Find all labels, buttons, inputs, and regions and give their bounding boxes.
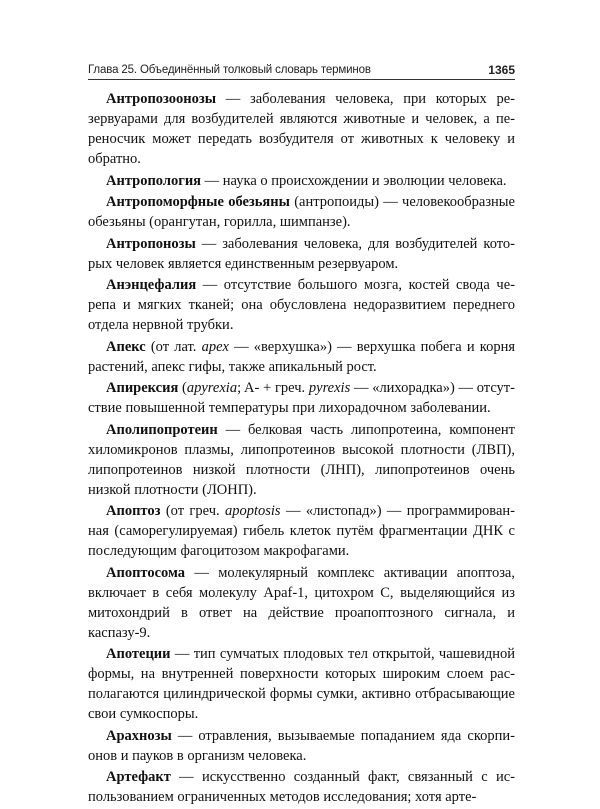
running-header bbox=[88, 64, 515, 78]
entry-term: Антропоморфные обезьяны bbox=[106, 194, 290, 210]
page-number: 1365 bbox=[488, 63, 515, 77]
entry-apex bbox=[88, 337, 515, 377]
greek-word: pyrexis bbox=[308, 380, 351, 396]
entry-definition-part: ( bbox=[178, 380, 187, 396]
entry-term: Апекс bbox=[106, 338, 146, 355]
chapter-title: Глава 25. Объединённый толковый словарь терминов bbox=[88, 64, 371, 76]
entry-term: Анэнцефалия bbox=[106, 277, 197, 293]
entry-anthroponoses bbox=[88, 234, 515, 274]
entry-anthropoid-apes bbox=[88, 192, 515, 232]
entry-term: Арахнозы bbox=[106, 727, 172, 744]
entry-term: Апоптосома bbox=[106, 564, 186, 581]
entry-apolipoprotein bbox=[88, 420, 515, 500]
entry-definition-part: (от греч. bbox=[160, 503, 225, 519]
entry-definition: — отсутствие большого мозга, костей свода черепа и мягких тканей; она обусловлена недоразвитием переднего отдела нервной трубки. bbox=[88, 277, 515, 333]
header-rule bbox=[88, 79, 515, 80]
entry-definition-part: — «верхушка») — верхушка побега и корня растений, апекс гифы, также апикальный рост. bbox=[88, 338, 515, 375]
entry-definition: — отравления, вызываемые попаданием яда скорпионов и пауков в организм человека. bbox=[88, 727, 515, 764]
entry-apyrexia bbox=[88, 378, 515, 418]
entry-definition: — молекулярный комплекс активации апоптоза, включает в себя молекулу Apaf-1, цитохром С, выделяющийся из митохондрий в ответ на действие проапоптозного сигнала, и каспазу-9. bbox=[88, 564, 515, 641]
entry-definition-part: — «листопад») — программированная (саморегулируемая) гибель клеток путём фрагментации ДНК с последующим фагоцитозом макрофагами. bbox=[88, 503, 515, 559]
greek-word: apoptosis bbox=[224, 503, 281, 519]
dictionary-body bbox=[88, 89, 515, 809]
entry-term: Аполипопротеин bbox=[106, 421, 218, 438]
entry-definition: — белковая часть липопротеина, компонент хиломикронов плазмы, липопротеинов высокой плотности (ЛВП), липопротеинов низкой плотности (ЛНП), липопротеинов очень низкой плотности (ЛОНП). bbox=[88, 421, 515, 498]
entry-term: Апирексия bbox=[106, 380, 179, 396]
entry-definition: — искусственно созданный факт, связанный с использованием ограниченных методов исследования; хотя арте- bbox=[88, 769, 515, 805]
entry-definition: — наука о происхождении и эволюции человека. bbox=[201, 172, 507, 189]
entry-definition: — заболевания человека, для возбудителей которых человек является единственным резервуаром. bbox=[88, 235, 515, 272]
entry-arachnoses bbox=[88, 726, 515, 766]
entry-anthropozoonoses bbox=[88, 89, 515, 169]
entry-definition: — заболевания человека, при которых резервуарами для возбудителей являются животные и человек, а переносчик может передать возбудителя от животных к человеку и обратно. bbox=[88, 91, 515, 167]
entry-term: Антропозоонозы bbox=[106, 91, 217, 107]
entry-apothecia bbox=[88, 644, 515, 724]
entry-term: Апоптоз bbox=[106, 503, 161, 519]
entry-term: Артефакт bbox=[106, 769, 171, 785]
entry-definition: — тип сумчатых плодовых тел открытой, чашевидной формы, на внутренней поверхности которых широким слоем располагаются цилиндрической формы сумки, активно отбрасывающие свои сумкоспоры. bbox=[88, 646, 515, 722]
entry-definition-part: ; A- + греч. bbox=[237, 380, 309, 396]
latin-word: apyrexia bbox=[186, 380, 238, 396]
latin-word: apex bbox=[201, 338, 229, 355]
entry-artifact bbox=[88, 767, 515, 807]
entry-anthropology bbox=[88, 171, 515, 191]
entry-definition-part: — «лихорадка») — отсутствие повышенной температуры при лихорадочном заболевании. bbox=[88, 380, 515, 416]
entry-apoptosis bbox=[88, 501, 515, 561]
entry-apoptosome bbox=[88, 563, 515, 643]
entry-definition: (антропоиды) — человекообразные обезьяны (орангутан, горилла, шимпанзе). bbox=[88, 194, 515, 230]
entry-definition-part: (от лат. bbox=[145, 338, 202, 355]
entry-term: Апотеции bbox=[106, 646, 171, 662]
entry-anencephaly bbox=[88, 275, 515, 335]
entry-term: Антропонозы bbox=[106, 235, 196, 252]
entry-term: Антропология bbox=[106, 172, 202, 189]
